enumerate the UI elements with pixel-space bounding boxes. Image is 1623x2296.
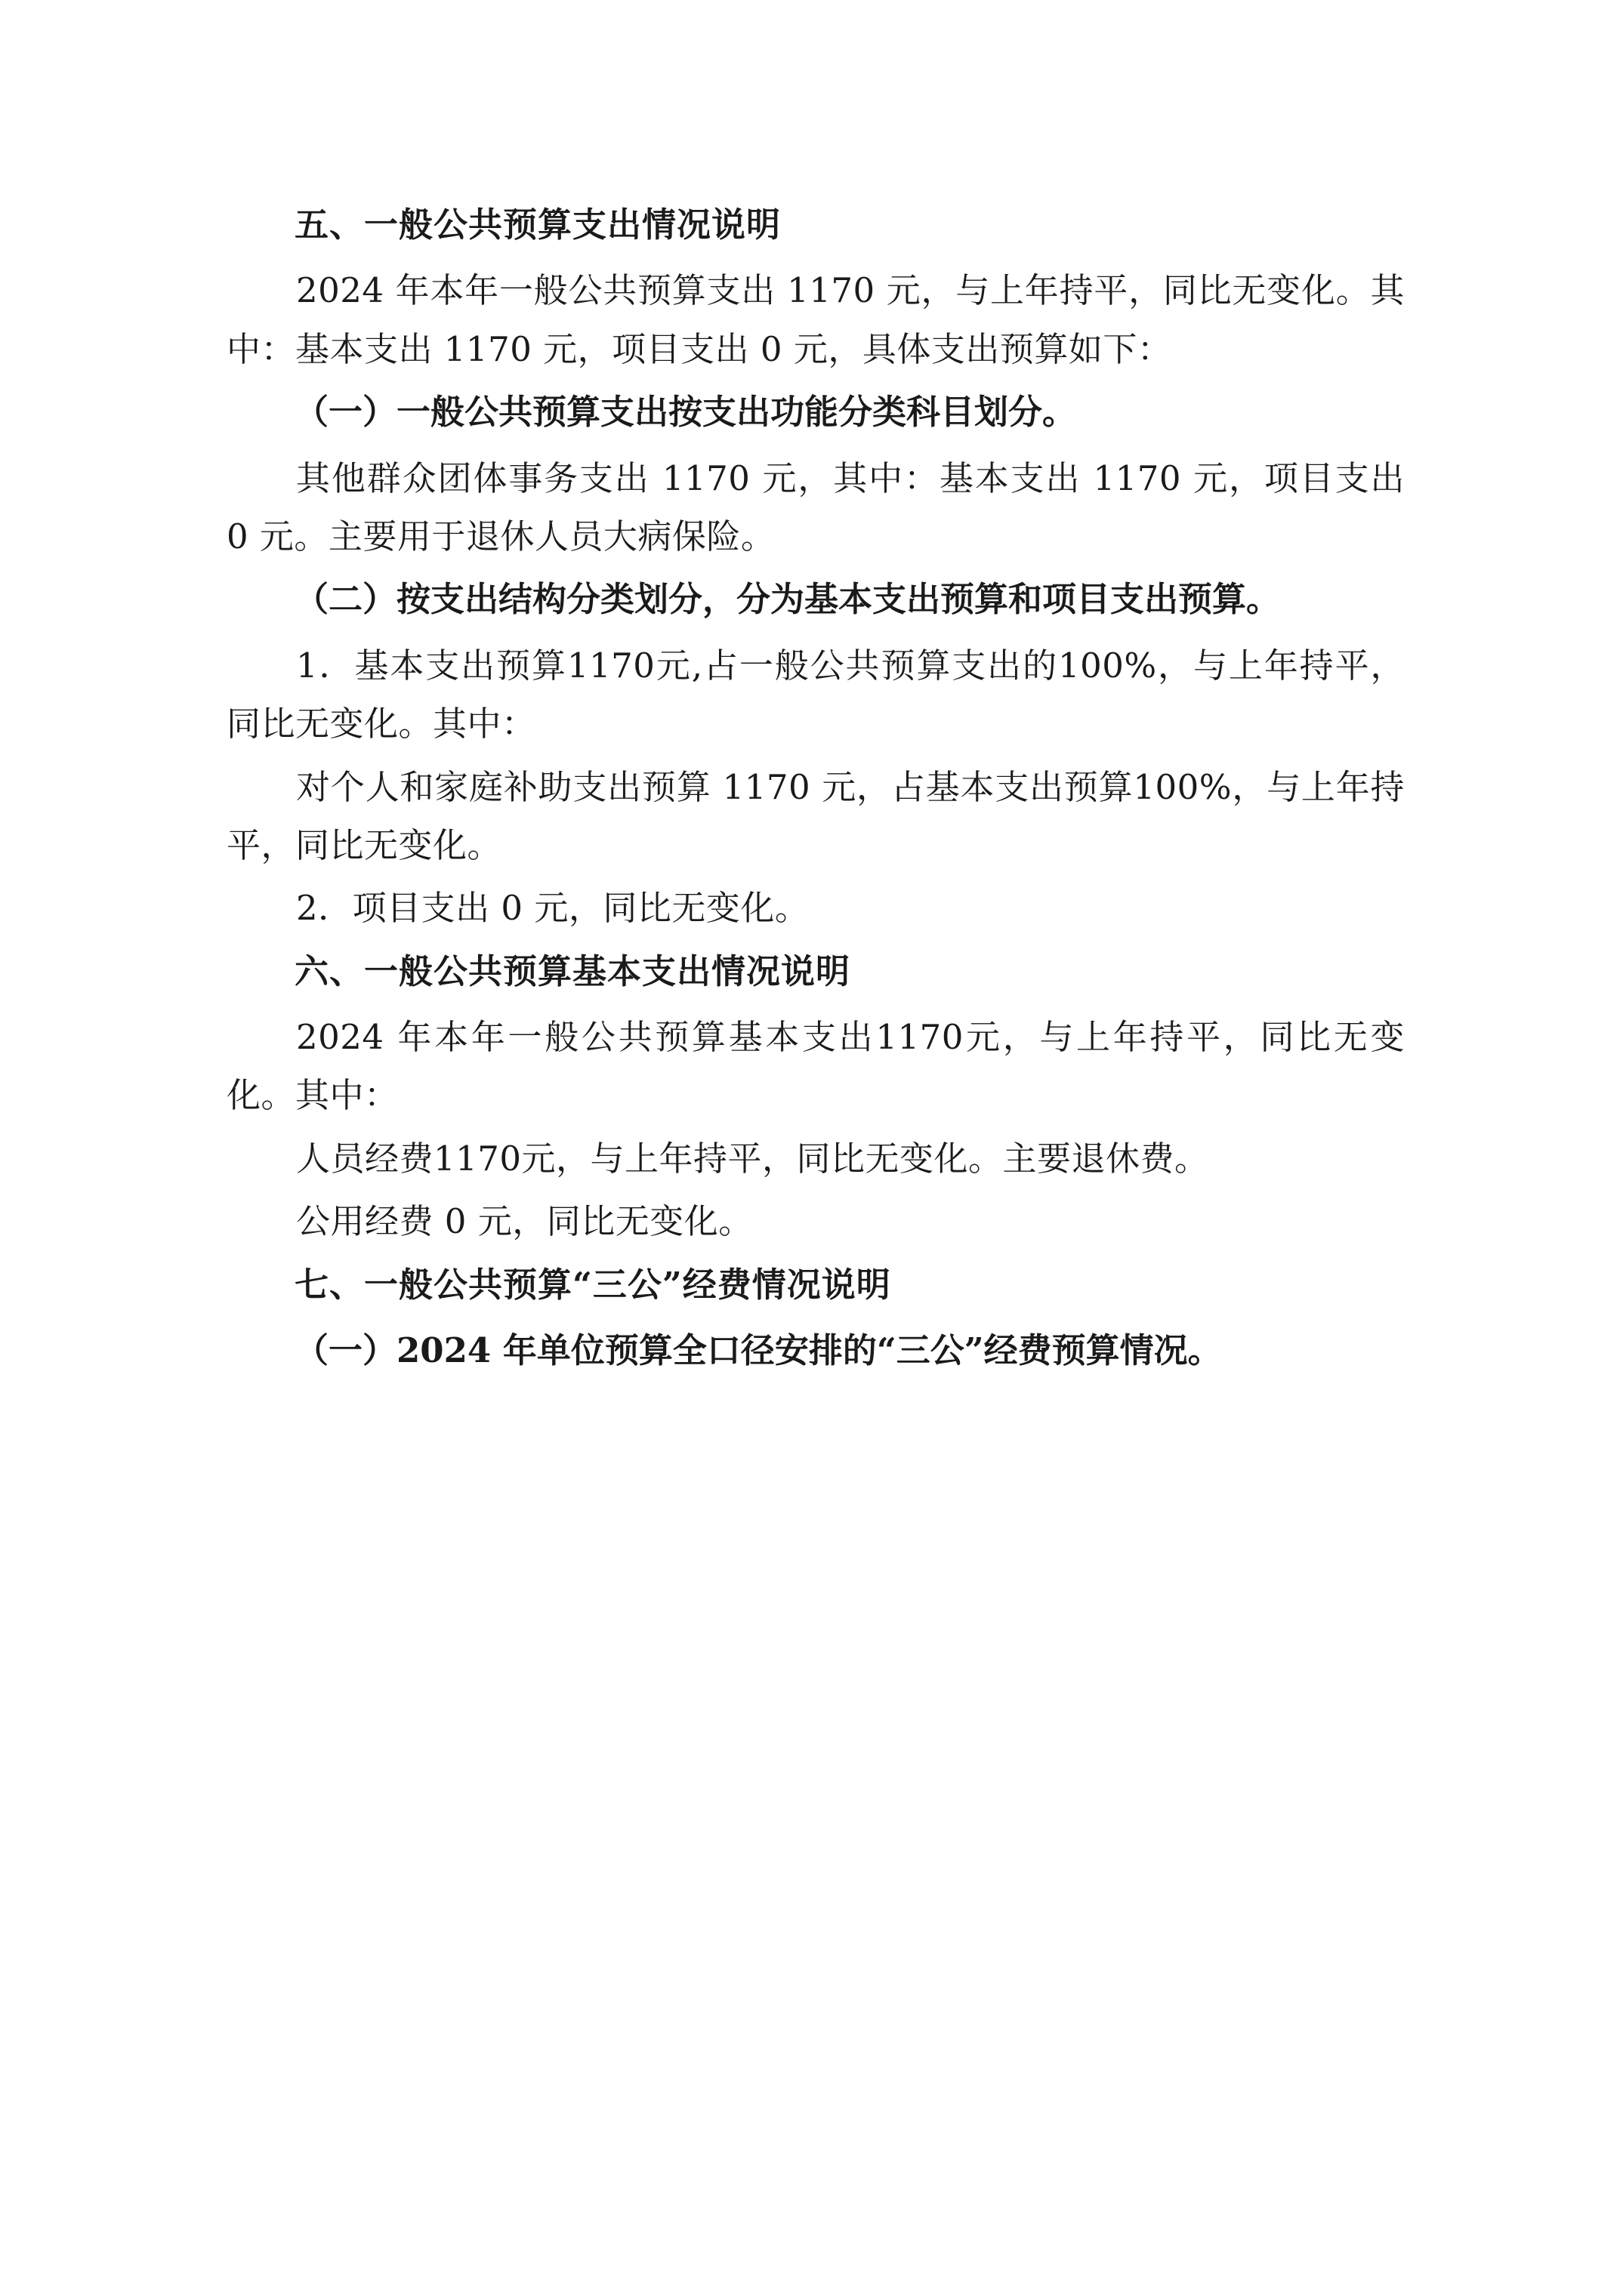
section-7-sub-1-heading: （一）2024 年单位预算全口径安排的“三公”经费预算情况。 xyxy=(295,1330,1222,1371)
section-5-heading: 五、一般公共预算支出情况说明 xyxy=(295,205,782,245)
document-body xyxy=(227,193,1405,1387)
section-5-sub-2-heading: （二）按支出结构分类划分，分为基本支出预算和项目支出预算。 xyxy=(295,579,1281,620)
section-5-sub-2-item-1-detail: 对个人和家庭补助支出预算 1170 元，占基本支出预算100%，与上年持平，同比无变化。 xyxy=(227,766,1405,865)
section-5-para-1: 2024 年本年一般公共预算支出 1170 元，与上年持平，同比无变化。其中：基本支出 1170 元，项目支出 0 元，具体支出预算如下： xyxy=(227,270,1405,369)
section-5-sub-2-item-1: 1．基本支出预算1170元,占一般公共预算支出的100%，与上年持平，同比无变化。其中： xyxy=(227,645,1405,744)
section-5-sub-2-item-2: 2．项目支出 0 元，同比无变化。 xyxy=(296,888,810,929)
section-7-heading: 七、一般公共预算“三公”经费情况说明 xyxy=(295,1264,891,1305)
section-6-para-2: 人员经费1170元，与上年持平，同比无变化。主要退休费。 xyxy=(296,1138,1209,1179)
section-6-heading: 六、一般公共预算基本支出情况说明 xyxy=(295,951,851,991)
section-5-sub-1-heading: （一）一般公共预算支出按支出功能分类科目划分。 xyxy=(295,392,1077,433)
section-5-sub-1-para: 其他群众团体事务支出 1170 元，其中：基本支出 1170 元，项目支出 0 元。主要用于退休人员大病保险。 xyxy=(227,458,1405,556)
section-6-para-3: 公用经费 0 元，同比无变化。 xyxy=(296,1201,753,1242)
section-6-para-1: 2024 年本年一般公共预算基本支出1170元，与上年持平，同比无变化。其中： xyxy=(227,1017,1405,1116)
